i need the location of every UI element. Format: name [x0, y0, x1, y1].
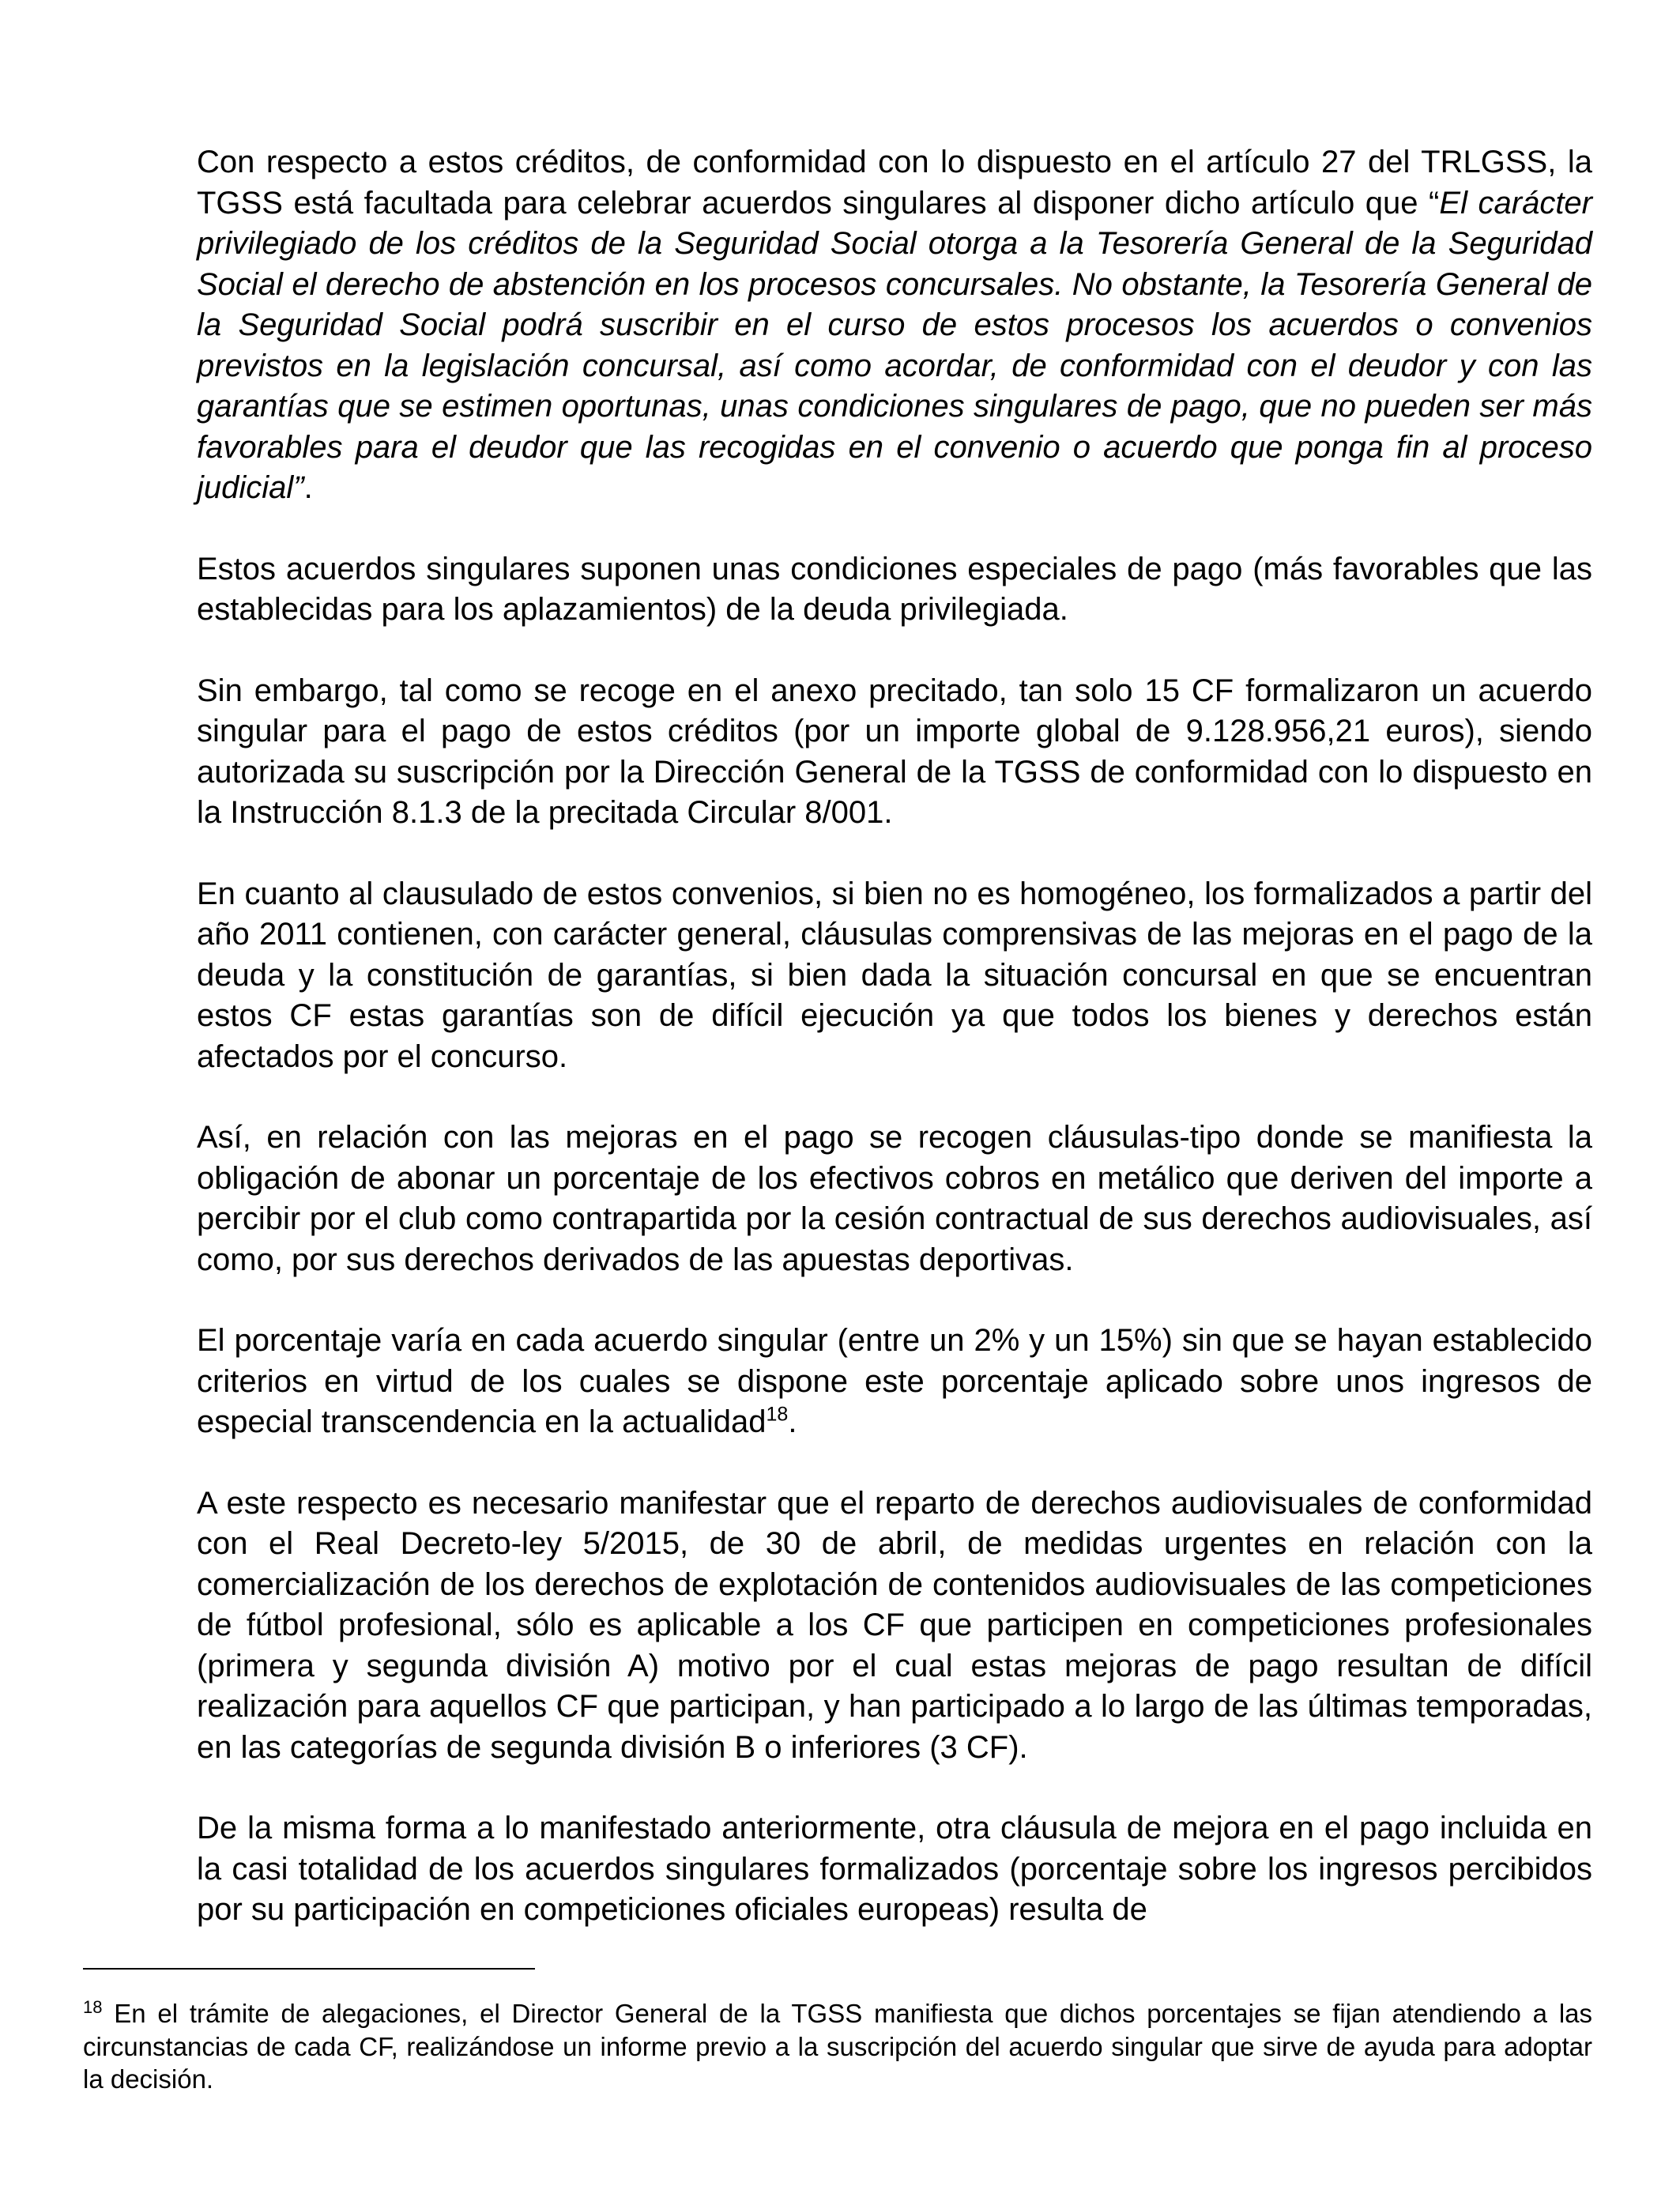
footnote-number: 18	[83, 1997, 103, 2017]
legal-quote: El carácter privilegiado de los créditos de la Seguridad Social otorga a la Tesorería General de la Seguridad Social el derecho de abstención en los procesos concursales. No obstante, la Tesorería General de la Seguridad Social podrá suscribir en el curso de estos procesos los acuerdos o convenios previstos en la legislación concursal, así como acordar, de conformidad con el deudor y con las garantías que se estimen oportunas, unas condiciones singulares de pago, que no pueden ser más favorables para el deudor que las recogidas en el convenio o acuerdo que ponga fin al proceso judicial”	[197, 185, 1593, 505]
footnote-reference[interactable]: 18	[766, 1403, 789, 1426]
paragraph-payment-improvements: Así, en relación con las mejoras en el pago se recogen cláusulas-tipo donde se manifiesta la obligación de abonar un porcentaje de los efectivos cobros en metálico que deriven del importe a percibir por el club como contrapartida por la cesión contractual de sus derechos audiovisuales, así como, por sus derechos derivados de las apuestas deportivas.	[197, 1120, 1592, 1277]
body-text	[197, 142, 1592, 1971]
paragraph-text: El porcentaje varía en cada acuerdo singular (entre un 2% y un 15%) sin que se hayan establecido criterios en virtud de los cuales se dispone este porcentaje aplicado sobre unos ingresos de especial transcendencia en la actualidad	[197, 1323, 1592, 1439]
paragraph-art27-quote	[197, 142, 1592, 509]
footnote-separator	[83, 1968, 535, 1970]
paragraph-lead: Con respecto a estos créditos, de conformidad con lo dispuesto en el artículo 27 del TRLGSS, la TGSS está facultada para celebrar acuerdos singulares al disponer dicho artículo que “	[197, 145, 1592, 221]
paragraph-special-conditions: Estos acuerdos singulares suponen unas condiciones especiales de pago (más favorables que las establecidas para los aplazamientos) de la deuda privilegiada.	[197, 551, 1592, 627]
paragraph-audiovisual-rights: A este respecto es necesario manifestar que el reparto de derechos audiovisuales de conformidad con el Real Decreto-ley 5/2015, de 30 de abril, de medidas urgentes en relación con la comercialización de los derechos de explotación de contenidos audiovisuales de las competiciones de fútbol profesional, sólo es aplicable a los CF que participen en competiciones profesionales (primera y segunda división A) motivo por el cual estas mejoras de pago resultan de difícil realización para aquellos CF que participan, y han participado a lo largo de las últimas temporadas, en las categorías de segunda división B o inferiores (3 CF).	[197, 1485, 1592, 1765]
paragraph-percentage	[197, 1321, 1592, 1443]
footnote-18	[83, 1997, 1592, 2096]
paragraph-15-cf-agreements: Sin embargo, tal como se recoge en el anexo precitado, tan solo 15 CF formalizaron un acuerdo singular para el pago de estos créditos (por un importe global de 9.128.956,21 euros), siendo autorizada su suscripción por la Dirección General de la TGSS de conformidad con lo dispuesto en la Instrucción 8.1.3 de la precitada Circular 8/001.	[197, 673, 1592, 830]
footnote-text: En el trámite de alegaciones, el Director General de la TGSS manifiesta que dichos porcentajes se fijan atendiendo a las circunstancias de cada CF, realizándose un informe previo a la suscripción del acuerdo singular que sirve de ayuda para adoptar la decisión.	[83, 1999, 1592, 2094]
paragraph-european-competitions: De la misma forma a lo manifestado anteriormente, otra cláusula de mejora en el pago incluida en la casi totalidad de los acuerdos singulares formalizados (porcentaje sobre los ingresos percibidos por su participación en competiciones oficiales europeas) resulta de	[197, 1811, 1592, 1927]
paragraph-tail: .	[788, 1404, 797, 1439]
paragraph-tail: .	[303, 470, 313, 505]
paragraph-clauses: En cuanto al clausulado de estos convenios, si bien no es homogéneo, los formalizados a partir del año 2011 contienen, con carácter general, cláusulas comprensivas de las mejoras en el pago de la deuda y la constitución de garantías, si bien dada la situación concursal en que se encuentran estos CF estas garantías son de difícil ejecución ya que todos los bienes y derechos están afectados por el concurso.	[197, 876, 1592, 1074]
